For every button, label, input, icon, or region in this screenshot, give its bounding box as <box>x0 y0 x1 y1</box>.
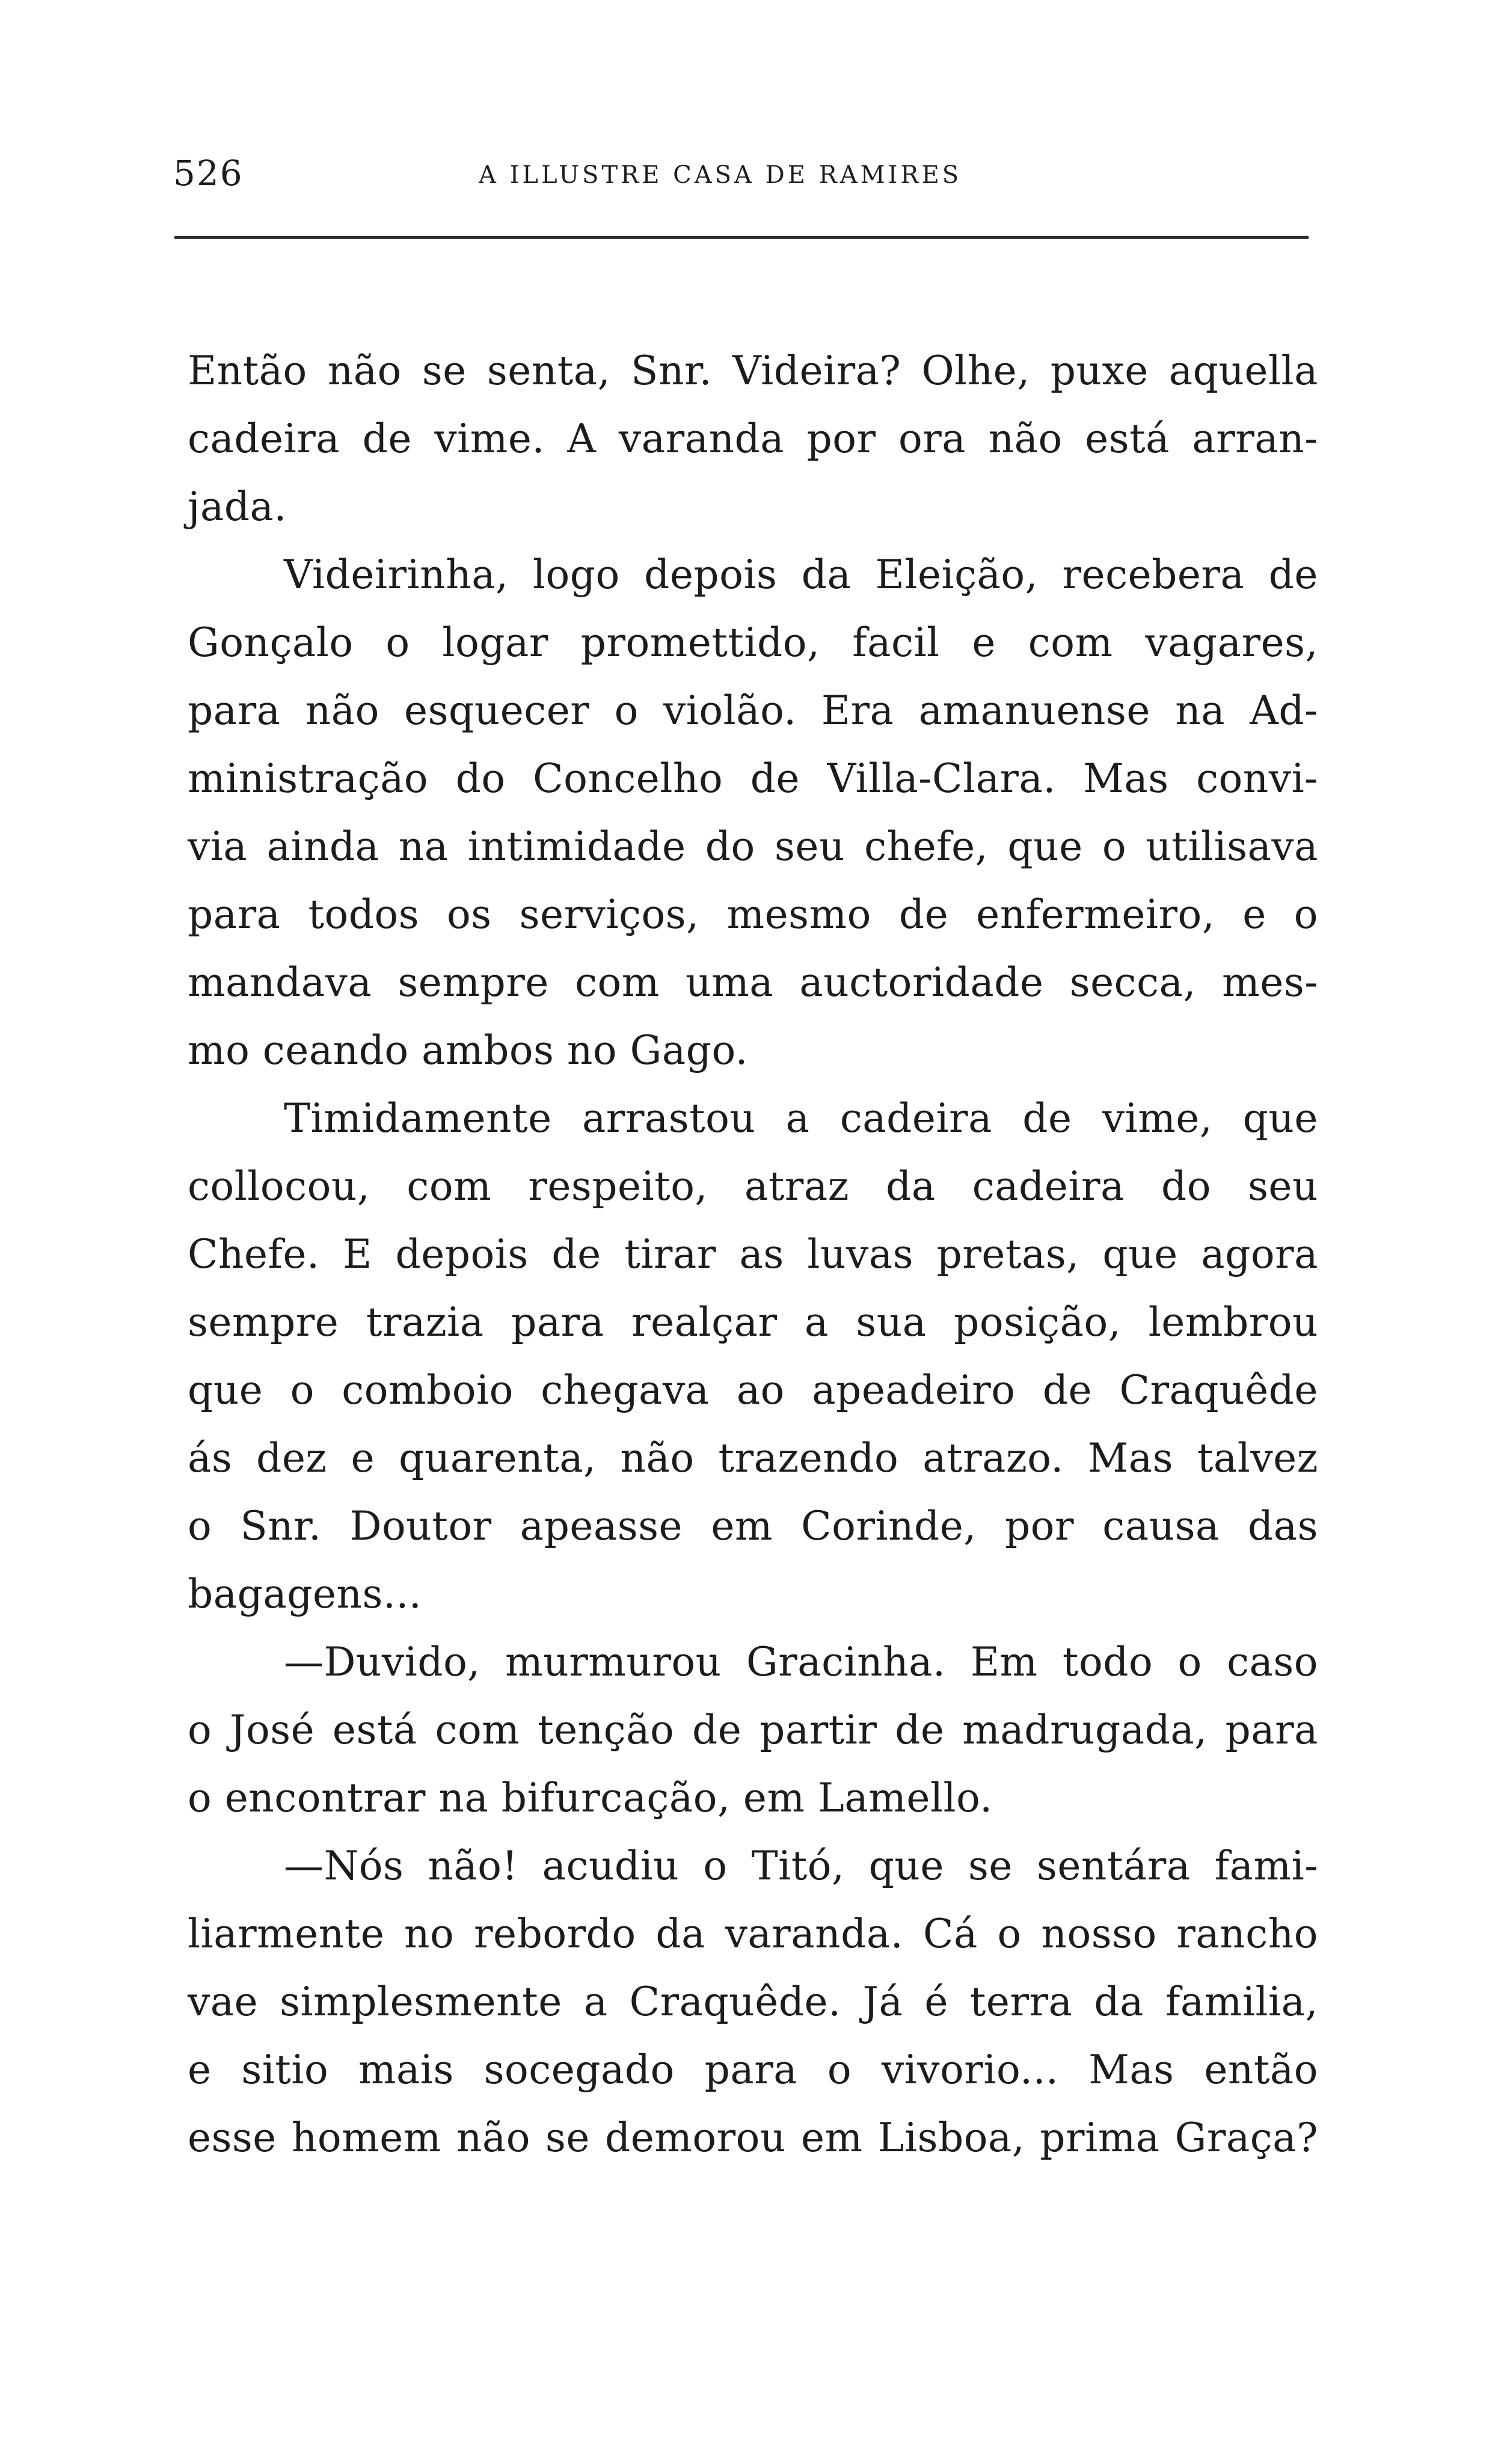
text-line: Então não se senta, Snr. Videira? Olhe, puxe aquella <box>188 348 1318 394</box>
text-line: ás dez e quarenta, não trazendo atrazo. Mas talvez <box>188 1435 1318 1481</box>
running-head <box>173 153 1310 194</box>
text-line: —Duvido, murmurou Gracinha. Em todo o caso <box>284 1639 1318 1685</box>
text-line: que o comboio chegava ao apeadeiro de Craquêde <box>188 1367 1318 1413</box>
text-line: esse homem não se demorou em Lisboa, prima Graça? <box>188 2115 1318 2161</box>
text-line: Chefe. E depois de tirar as luvas pretas, que agora <box>188 1231 1318 1277</box>
text-line: mandava sempre com uma auctoridade secca, mes- <box>188 959 1318 1006</box>
text-line: Gonçalo o logar promettido, facil e com vagares, <box>188 619 1318 666</box>
running-title: A ILLUSTRE CASA DE RAMIRES <box>479 161 962 189</box>
text-line: o José está com tenção de partir de madrugada, para <box>188 1707 1318 1753</box>
text-line: collocou, com respeito, atraz da cadeira do seu <box>188 1163 1318 1209</box>
text-line: via ainda na intimidade do seu chefe, que o utilisava <box>188 823 1318 870</box>
text-line: o Snr. Doutor apeasse em Corinde, por causa das <box>188 1503 1318 1549</box>
page-number: 526 <box>173 153 244 194</box>
text-line: sempre trazia para realçar a sua posição, lembrou <box>188 1299 1318 1345</box>
text-line: ministração do Concelho de Villa-Clara. Mas convi- <box>188 755 1318 802</box>
text-line: mo ceando ambos no Gago. <box>188 1027 749 1074</box>
text-line: bagagens... <box>188 1571 422 1617</box>
text-line: cadeira de vime. A varanda por ora não está arran- <box>188 416 1318 462</box>
text-line: para todos os serviços, mesmo de enfermeiro, e o <box>188 891 1318 938</box>
text-line: o encontrar na bifurcação, em Lamello. <box>188 1775 993 1821</box>
text-line: —Nós não! acudiu o Titó, que se sentára fami- <box>284 1843 1318 1889</box>
text-line: jada. <box>188 484 287 530</box>
text-line: liarmente no rebordo da varanda. Cá o nosso rancho <box>188 1911 1318 1957</box>
text-line: e sitio mais socegado para o vivorio... Mas então <box>188 2047 1318 2093</box>
text-line: Videirinha, logo depois da Eleição, recebera de <box>284 551 1318 598</box>
text-line: vae simplesmente a Craquêde. Já é terra da familia, <box>188 1979 1318 2025</box>
text-line: para não esquecer o violão. Era amanuense na Ad- <box>188 687 1318 734</box>
header-rule <box>174 236 1309 239</box>
body-text <box>188 337 1318 2172</box>
text-line: Timidamente arrastou a cadeira de vime, que <box>284 1095 1318 1141</box>
